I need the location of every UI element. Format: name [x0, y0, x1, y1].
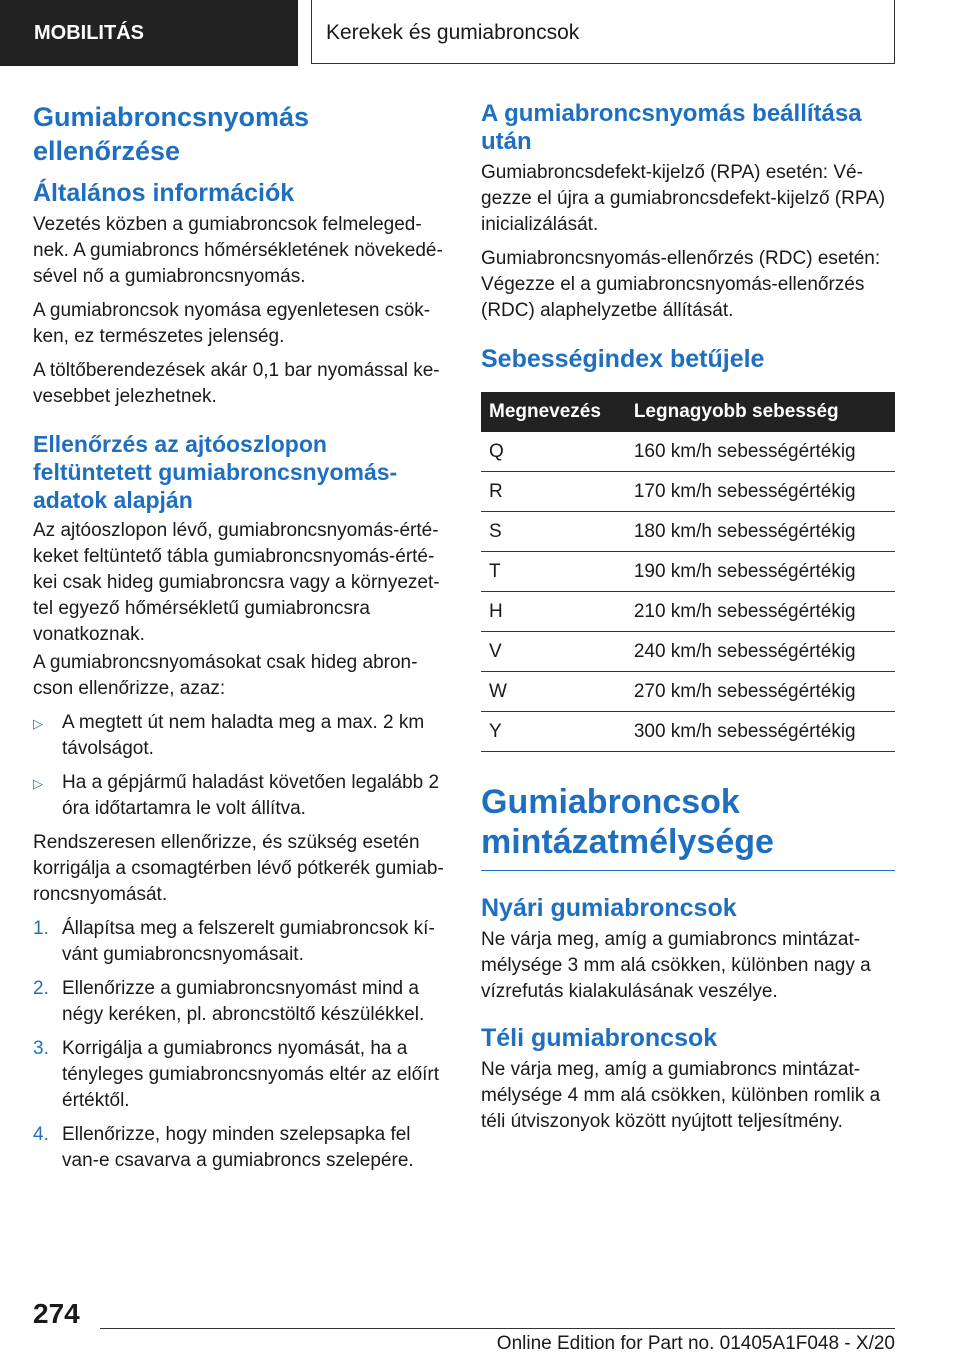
right-column — [481, 100, 895, 1143]
table-header-row — [481, 392, 895, 432]
list-item: 1. Állapítsa meg a felszerelt gumiabroncsok kí-vánt gumiabroncsnyomásait. — [33, 918, 435, 965]
table-row: V 240 km/h sebességértékig — [481, 632, 895, 672]
paragraph: Rendszeresen ellenőrizze, és szükség esetén korrigálja a csomagtérben lévő pótkerék gumiab-roncsnyomását. — [33, 832, 444, 905]
edition-text: Online Edition for Part no. 01405A1F048 - X/20 — [496, 1333, 895, 1354]
table-row: Y 300 km/h sebességértékig — [481, 712, 895, 752]
heading-divider — [481, 870, 895, 871]
heading-after: A gumiabroncsnyomás beállítása után — [481, 100, 862, 155]
triangle-bullet-icon: ▷ — [33, 716, 43, 731]
column-header: Legnagyobb sebesség — [626, 392, 895, 432]
table-row: Q 160 km/h sebességértékig — [481, 432, 895, 472]
heading-winter: Téli gumiabroncsok — [481, 1024, 718, 1052]
section-title: Gumiabroncsnyomás ellenőrzése — [33, 102, 310, 166]
paragraph: A töltőberendezések akár 0,1 bar nyomással ke-vesebbet jelezhetnek. — [33, 360, 440, 407]
list-item: 2. Ellenőrizze a gumiabroncsnyomást mind a négy keréken, pl. abroncstöltő készülékkel. — [33, 978, 425, 1025]
speed-index-table — [481, 392, 895, 752]
table-row: T 190 km/h sebességértékig — [481, 552, 895, 592]
paragraph: A gumiabroncsok nyomása egyenletesen csök-ken, ez természetes jelenség. — [33, 300, 431, 347]
paragraph: Az ajtóoszlopon lévő, gumiabroncsnyomás-érté-keket feltüntető tábla gumiabroncsnyomás-érté-kei csak hideg gumiabroncsra vagy a környezet-tel egyező hőmérsékletű gumiabroncsra vonatkoznak. — [33, 520, 440, 645]
paragraph: Gumiabroncsdefekt-kijelző (RPA) esetén: Vé-gezze el újra a gumiabroncsdefekt-kijelző (RPA) inicializálását. — [481, 162, 886, 235]
page-header — [0, 0, 895, 66]
paragraph: A gumiabroncsnyomásokat csak hideg abron-cson ellenőrizze, azaz: — [33, 652, 418, 699]
paragraph: Ne várja meg, amíg a gumiabroncs mintázat-mélysége 3 mm alá csökken, különben nagy a vízrefutás kialakulásának veszélye. — [481, 929, 871, 1002]
list-item: ▷ Ha a gépjármű haladást követően legalább 2 óra időtartamra le volt állítva. — [33, 770, 448, 822]
column-header: Megnevezés — [481, 392, 626, 432]
table-row: H 210 km/h sebességértékig — [481, 592, 895, 632]
paragraph: Vezetés közben a gumiabroncsok felmeleged-nek. A gumiabroncs hőmérsékletének növekedé-sével nő a gumiabroncsnyomás. — [33, 214, 443, 287]
list-item: 4. Ellenőrizze, hogy minden szelepsapka fel van-e csavarva a gumiabroncs szelepére. — [33, 1124, 414, 1171]
paragraph: Ne várja meg, amíg a gumiabroncs mintázat-mélysége 4 mm alá csökken, különben romlik a téli útviszonyok között nyújtott teljesítmény. — [481, 1059, 881, 1132]
page-number: 274 — [33, 1298, 80, 1329]
left-column — [33, 100, 448, 1182]
heading-tread-depth: Gumiabroncsok mintázatmélysége — [481, 783, 774, 861]
table-row: R 170 km/h sebességértékig — [481, 472, 895, 512]
paragraph: Gumiabroncsnyomás-ellenőrzés (RDC) esetén: Végezze el a gumiabroncsnyomás-ellenőrzés (RDC) alaphelyzetbe állítását. — [481, 248, 881, 321]
heading-speed-index: Sebességindex betűjele — [481, 345, 765, 373]
table-row: S 180 km/h sebességértékig — [481, 512, 895, 552]
heading-summer: Nyári gumiabroncsok — [481, 894, 737, 922]
triangle-bullet-icon: ▷ — [33, 776, 43, 791]
list-item: 3. Korrigálja a gumiabroncs nyomását, ha a tényleges gumiabroncsnyomás eltér az előírt értéktől. — [33, 1038, 440, 1111]
section-label: MOBILITÁS — [0, 0, 298, 66]
heading-general: Általános információk — [33, 179, 295, 207]
table-row: W 270 km/h sebességértékig — [481, 672, 895, 712]
heading-check: Ellenőrzés az ajtóoszlopon feltüntetett gumiabroncsnyomás-adatok alapján — [33, 431, 398, 513]
footer-divider — [100, 1328, 895, 1329]
chapter-label: Kerekek és gumiabroncsok — [311, 0, 895, 64]
list-item: ▷ A megtett út nem haladta meg a max. 2 km távolságot. — [33, 710, 448, 762]
